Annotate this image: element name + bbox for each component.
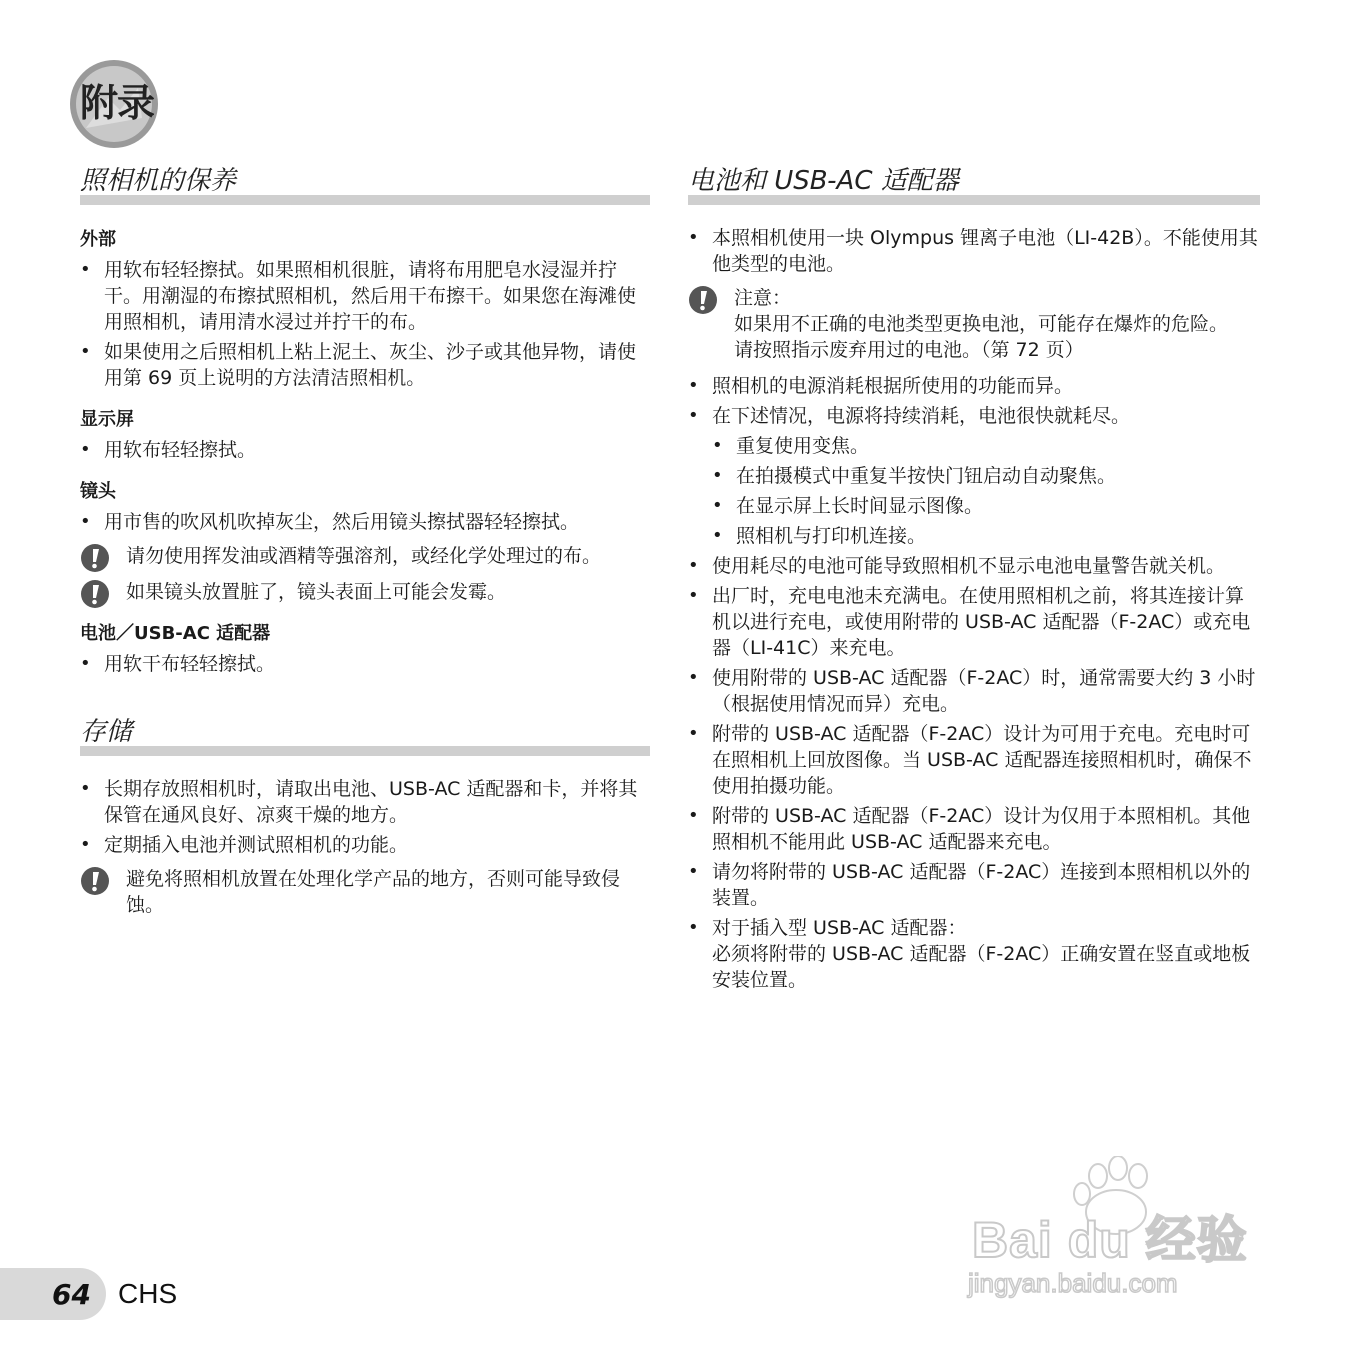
list-item-line: 必须将附带的 USB-AC 适配器（F-2AC）正确安置在竖直或地板安装位置。 [712,943,1251,991]
page-number: 64 [52,1278,91,1311]
list-item: • 如果使用之后照相机上粘上泥土、灰尘、沙子或其他异物，请使用第 69 页上说明的方法清洁照相机。 [80,339,650,391]
battery-info-list-2 [688,373,1260,429]
lens-caution-1 [80,543,650,569]
battery-info-list [688,225,1260,277]
list-item: • 使用附带的 USB-AC 适配器（F-2AC）时，通常需要大约 3 小时（根据使用情况而异）充电。 [688,665,1260,717]
caution-text: 请勿使用挥发油或酒精等强溶剂，或经化学处理过的布。 [126,545,602,567]
lens-heading: 镜头 [80,481,116,502]
lens-caution-2 [80,579,650,605]
list-item: • 照相机的电源消耗根据所使用的功能而异。 [688,373,1260,399]
caution-text: 避免将照相机放置在处理化学产品的地方，否则可能导致侵蚀。 [126,868,621,916]
battery-sub-list [688,433,1260,549]
sub-list-item: • 在显示屏上长时间显示图像。 [688,493,1260,519]
storage-list [80,776,650,858]
battery-heading: 电池／USB-AC 适配器 [80,623,271,644]
watermark-url: jingyan.baidu.com [968,1268,1178,1298]
list-item: • 请勿将附带的 USB-AC 适配器（F-2AC）连接到本照相机以外的装置。 [688,859,1260,911]
list-item: • 长期存放照相机时，请取出电池、USB-AC 适配器和卡，并将其保管在通风良好、凉爽干燥的地方。 [80,776,650,828]
monitor-list [80,437,650,463]
right-column [688,160,1260,997]
sub-list-item: • 在拍摄模式中重复半按快门钮启动自动聚焦。 [688,463,1260,489]
language-label: CHS [118,1278,178,1309]
lens-list [80,509,650,535]
caution-text: 请按照指示废弃用过的电池。（第 72 页） [734,339,1084,361]
caution-label: 注意： [734,287,792,309]
list-item-line: • 对于插入型 USB-AC 适配器： [712,917,967,939]
care-section-title: 照相机的保养 [80,160,650,199]
storage-section-title: 存储 [80,711,650,750]
caution-icon [80,579,110,609]
list-item: • 出厂时，充电电池未充满电。在使用照相机之前，将其连接计算机以进行充电，或使用附带的 USB-AC 适配器（F-2AC）或充电器（LI-41C）来充电。 [688,583,1260,661]
storage-caution [80,866,650,918]
list-item: • 用软布轻轻擦拭。如果照相机很脏，请将布用肥皂水浸湿并拧干。用潮湿的布擦拭照相机，然后用干布擦干。如果您在海滩使用照相机，请用清水浸过并拧干的布。 [80,257,650,335]
list-item: • 用软干布轻轻擦拭。 [80,651,650,677]
list-item: • 用软布轻轻擦拭。 [80,437,650,463]
monitor-heading: 显示屏 [80,409,134,430]
list-item: • 附带的 USB-AC 适配器（F-2AC）设计为可用于充电。充电时可在照相机上回放图像。当 USB-AC 适配器连接照相机时，确保不使用拍摄功能。 [688,721,1260,799]
battery-list [80,651,650,677]
caution-icon [688,285,718,315]
left-column [80,160,650,928]
list-item: • 定期插入电池并测试照相机的功能。 [80,832,650,858]
exterior-heading: 外部 [80,229,116,250]
battery-caution [688,285,1260,363]
caution-text: 如果用不正确的电池类型更换电池，可能存在爆炸的危险。 [734,313,1229,335]
list-item: • 附带的 USB-AC 适配器（F-2AC）设计为仅用于本照相机。其他照相机不能用此 USB-AC 适配器来充电。 [688,803,1260,855]
exterior-list [80,257,650,391]
list-item: • 在下述情况，电源将持续消耗，电池很快就耗尽。 [688,403,1260,429]
caution-text: 如果镜头放置脏了，镜头表面上可能会发霉。 [126,581,507,603]
battery-info-list-3 [688,553,1260,993]
list-item: • 用市售的吹风机吹掉灰尘，然后用镜头擦拭器轻轻擦拭。 [80,509,650,535]
watermark-brand: Bai du 经验 [972,1212,1248,1268]
sub-list-item: • 照相机与打印机连接。 [688,523,1260,549]
caution-icon [80,543,110,573]
battery-adapter-section-title: 电池和 USB-AC 适配器 [688,160,1260,199]
list-item: • 使用耗尽的电池可能导致照相机不显示电池电量警告就关机。 [688,553,1260,579]
caution-icon [80,866,110,896]
appendix-badge-label: 附录 [80,81,155,125]
list-item: • 本照相机使用一块 Olympus 锂离子电池（LI-42B）。不能使用其他类型的电池。 [688,225,1260,277]
list-item [688,915,1260,993]
sub-list-item: • 重复使用变焦。 [688,433,1260,459]
